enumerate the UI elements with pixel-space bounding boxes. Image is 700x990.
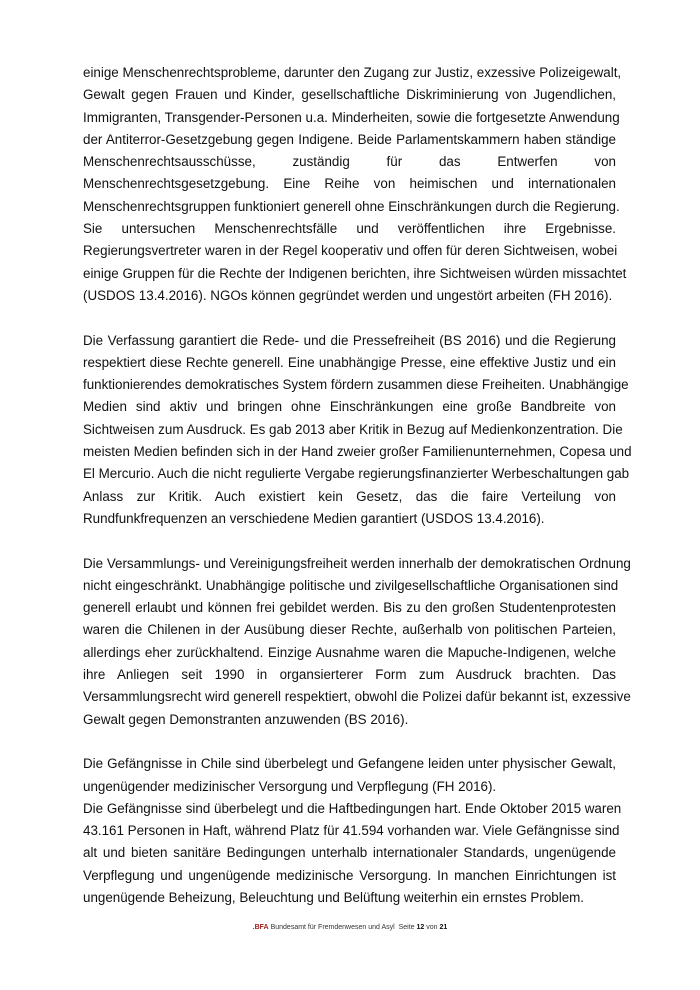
text-line: Anlass zur Kritik. Auch existiert kein Gesetz, das die faire Verteilung von (83, 488, 616, 504)
text-line: El Mercurio. Auch die nicht regulierte Vergabe regierungsfinanzierter Werbeschaltungen gab (83, 466, 630, 482)
text-line: einige Gruppen für die Rechte der Indigenen berichten, ihre Sichtweisen würden missachtet (83, 265, 627, 281)
text-line: (USDOS 13.4.2016). NGOs können gegründet werden und ungestört arbeiten (FH 2016). (83, 287, 613, 303)
text-line: ungenügender medizinischer Versorgung und Verpflegung (FH 2016). (83, 778, 497, 794)
bfa-logo-text: .BFA (252, 924, 269, 931)
text-line: 43.161 Personen in Haft, während Platz für 41.594 vorhanden war. Viele Gefängnisse sind (83, 823, 620, 839)
footer-page-current: 12 (416, 924, 425, 931)
text-line: ihre Anliegen seit 1990 in organsierterer Form zum Ausdruck brachten. Das (83, 667, 616, 683)
text-line: Immigranten, Transgender-Personen u.a. Minderheiten, sowie die fortgesetzte Anwendung (83, 109, 620, 125)
paragraph (83, 798, 622, 909)
text-line: funktionierendes demokratisches System fördern zusammen diese Freiheiten. Unabhängige (83, 377, 629, 393)
text-line: Medien sind aktiv und bringen ohne Einschränkungen eine große Bandbreite von (83, 399, 616, 415)
text-line: der Antiterror-Gesetzgebung gegen Indigene. Beide Parlamentskammern haben ständige (83, 131, 616, 147)
text-line: Regierungsvertreter waren in der Regel kooperativ und offen für deren Sichtweisen, wobei (83, 243, 618, 259)
paragraph (83, 330, 632, 531)
footer-page-total: 21 (439, 924, 448, 931)
paragraph (83, 62, 627, 307)
text-line: Gewalt gegen Frauen und Kinder, gesellschaftliche Diskriminierung von Jugendlichen, (83, 87, 616, 103)
text-line: Die Verfassung garantiert die Rede- und die Pressefreiheit (BS 2016) und die Regierung (83, 332, 616, 348)
footer-org: Bundesamt für Fremdenwesen und Asyl (270, 924, 395, 931)
text-line: Sie untersuchen Menschenrechtsfälle und veröffentlichen ihre Ergebnisse. (83, 221, 616, 237)
text-line: einige Menschenrechtsprobleme, darunter den Zugang zur Justiz, exzessive Polizeigewalt, (83, 65, 622, 80)
text-line: respektiert diese Rechte generell. Eine unabhängige Presse, eine effektive Justiz und ein (83, 354, 616, 370)
page-footer (0, 924, 700, 931)
text-line: alt und bieten sanitäre Bedingungen unterhalb internationaler Standards, ungenügende (83, 845, 616, 861)
footer-of-label: von (426, 924, 438, 931)
text-line: Gewalt gegen Demonstranten anzuwenden (BS 2016). (83, 711, 409, 727)
text-line: Die Gefängnisse in Chile sind überbelegt und Gefangene leiden unter physischer Gewalt, (83, 756, 616, 772)
text-line: ungenügende Beheizung, Beleuchtung und Belüftung weiterhin ein ernstes Problem. (83, 889, 585, 905)
text-line: Die Versammlungs- und Vereinigungsfreiheit werden innerhalb der demokratischen Ordnung (83, 555, 631, 571)
paragraph (83, 753, 616, 798)
text-line: Rundfunkfrequenzen an verschiedene Medien garantiert (USDOS 13.4.2016). (83, 510, 545, 526)
text-line: Menschenrechtsgesetzgebung. Eine Reihe von heimischen und internationalen (83, 176, 616, 192)
text-line: allerdings eher zurückhaltend. Einzige Ausnahme waren die Mapuche-Indigenen, welche (83, 644, 616, 660)
text-line: Verpflegung und ungenügende medizinische Versorgung. In manchen Einrichtungen ist (83, 867, 616, 883)
paragraph (83, 553, 631, 731)
text-line: Sichtweisen zum Ausdruck. Es gab 2013 aber Kritik in Bezug auf Medienkonzentration. Die (83, 421, 623, 437)
footer-page-label: Seite (398, 924, 415, 931)
text-line: generell erlaubt und können frei gebildet werden. Bis zu den großen Studentenprotesten (83, 600, 616, 616)
text-line: nicht eingeschränkt. Unabhängige politische und zivilgesellschaftliche Organisationen sind (83, 577, 619, 593)
text-line: Menschenrechtsausschüsse, zuständig für das Entwerfen von (83, 154, 616, 170)
text-line: meisten Medien befinden sich in der Hand zweier großer Familienunternehmen, Copesa und (83, 444, 632, 460)
text-line: Versammlungsrecht wird generell respektiert, obwohl die Polizei dafür bekannt ist, exzessive (83, 689, 631, 705)
text-line: Menschenrechtsgruppen funktioniert generell ohne Einschränkungen durch die Regierung. (83, 198, 620, 214)
document-body (83, 62, 632, 932)
text-line: waren die Chilenen in der Ausübung dieser Rechte, außerhalb von politischen Parteien, (83, 622, 616, 638)
text-line: Die Gefängnisse sind überbelegt und die Haftbedingungen hart. Ende Oktober 2015 waren (83, 800, 622, 816)
